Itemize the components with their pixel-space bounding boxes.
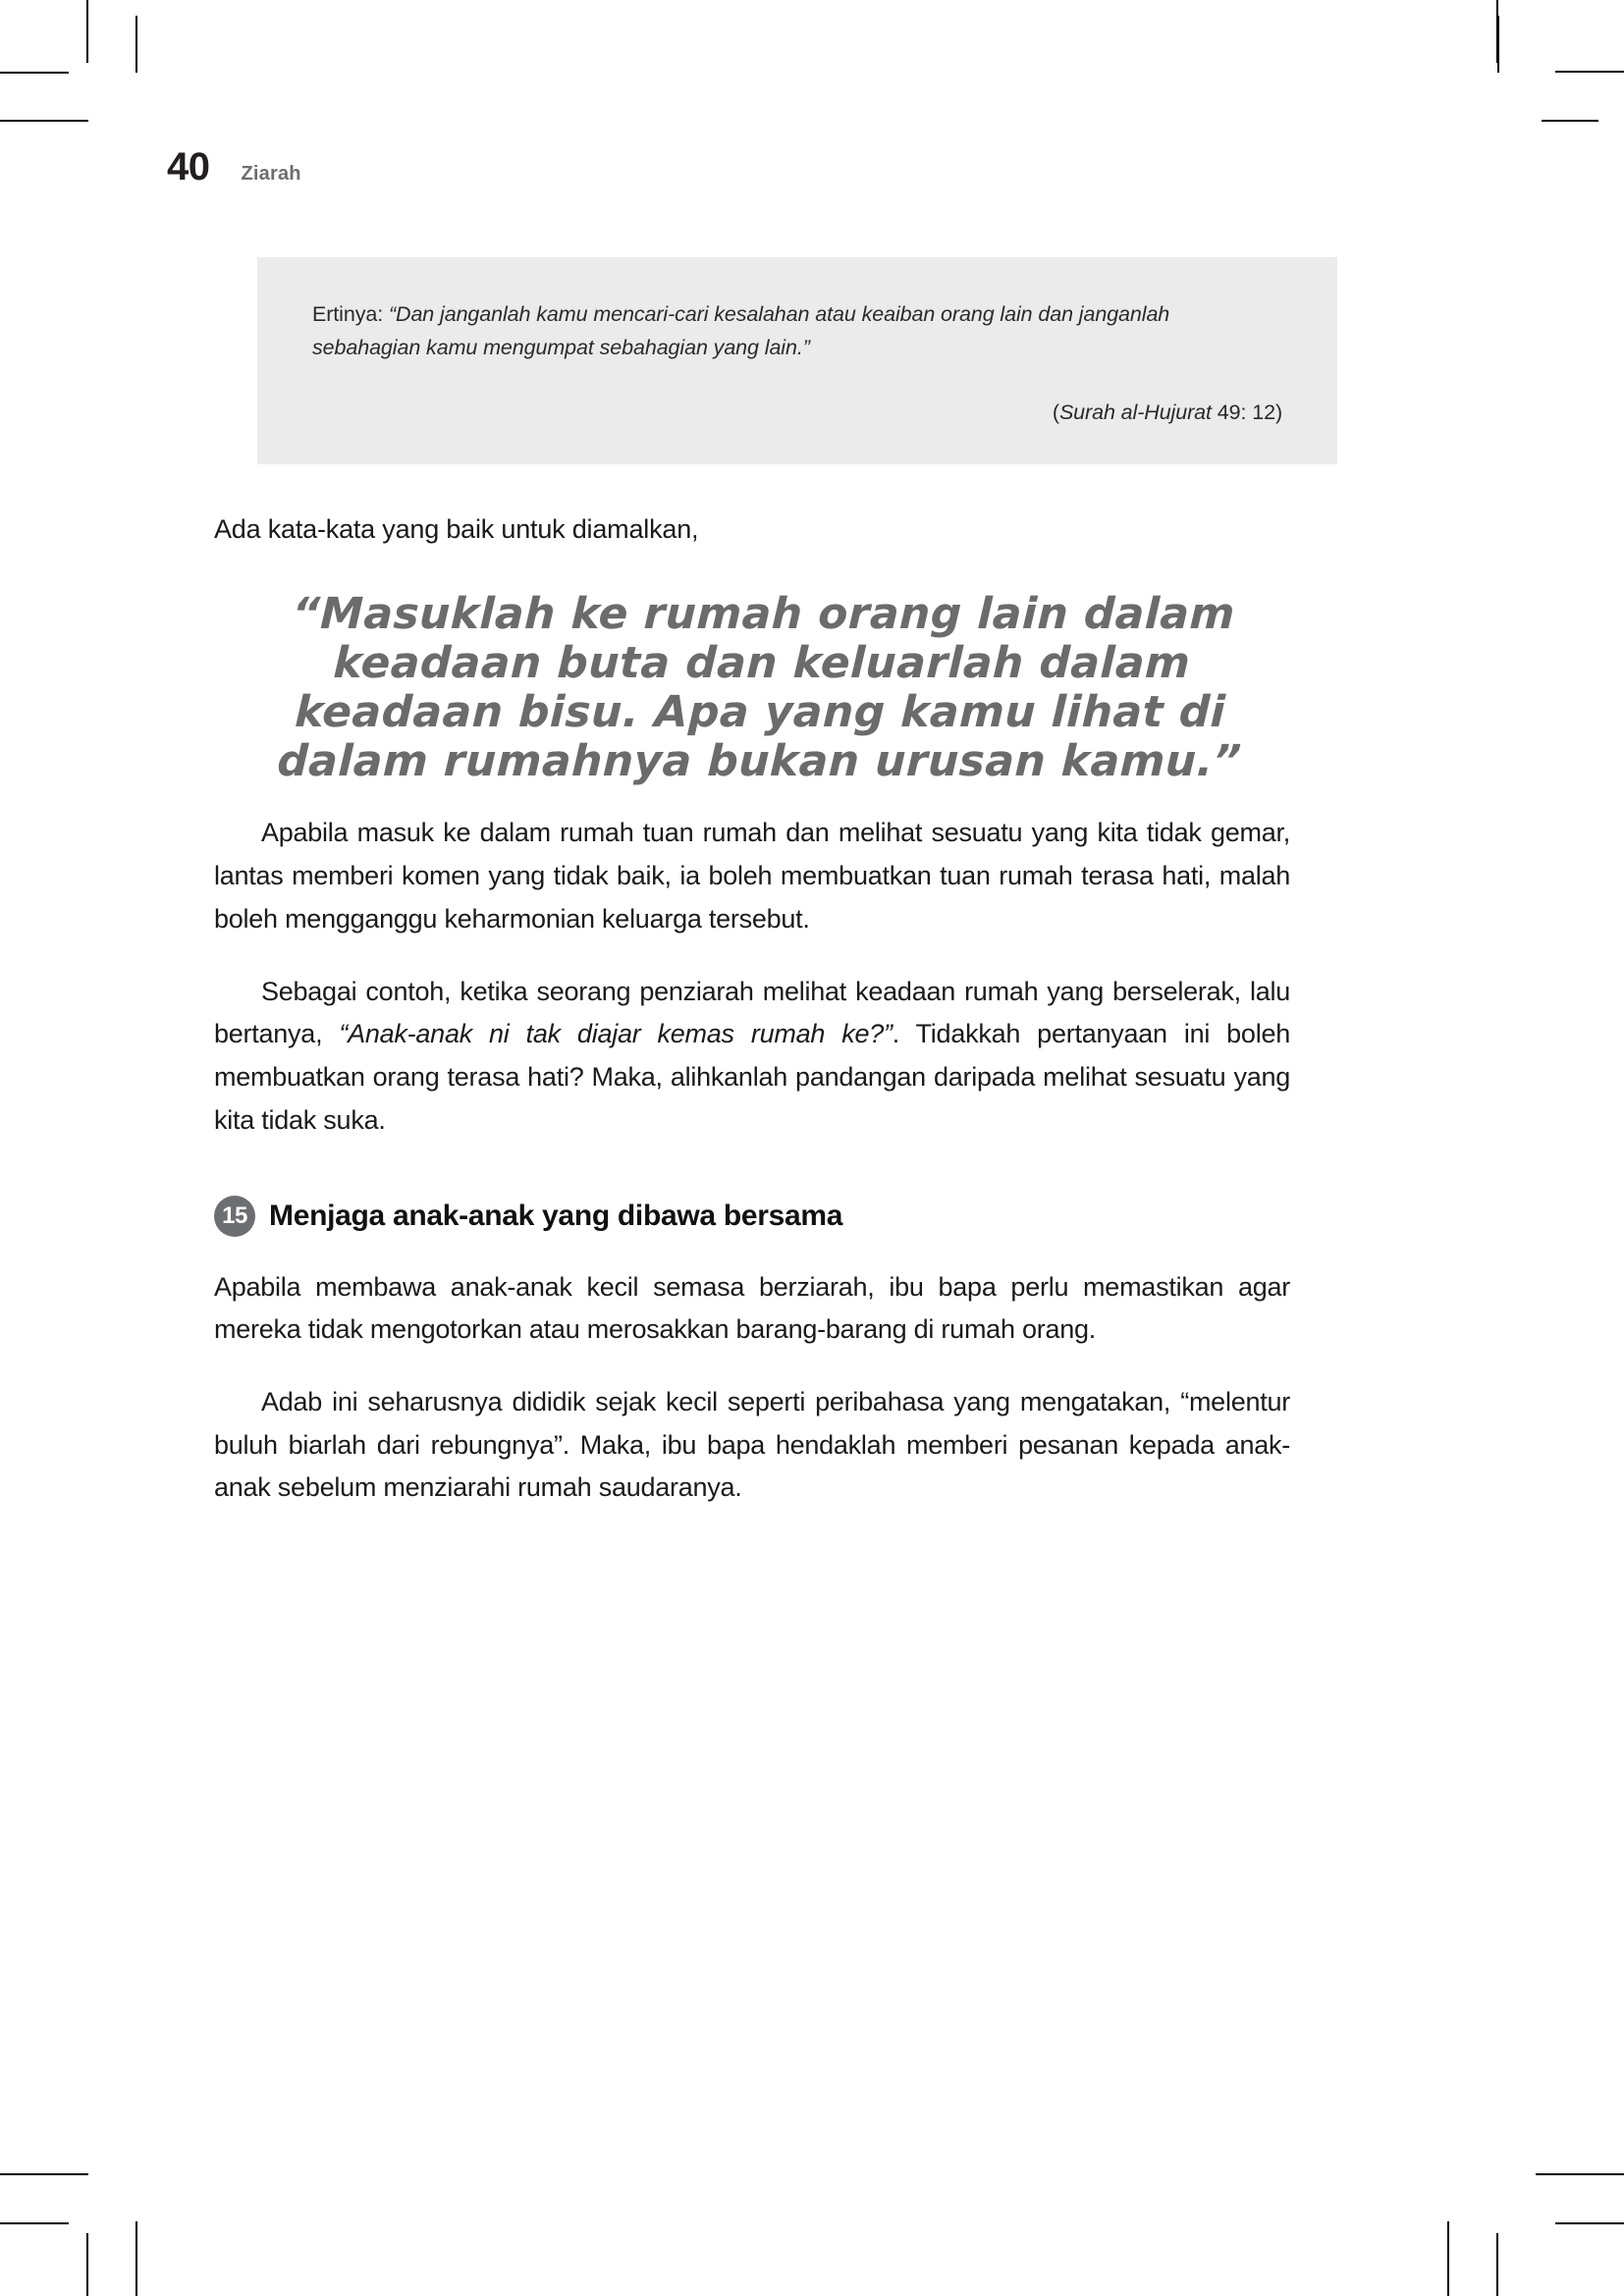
pull-quote-line: keadaan buta dan keluarlah dalam bbox=[332, 637, 1192, 688]
page-number: 40 bbox=[167, 145, 210, 188]
crop-mark-top-left-horizontal-1 bbox=[0, 72, 69, 74]
crop-mark-bottom-left-horizontal-1 bbox=[0, 2173, 88, 2175]
crop-mark-bottom-right-horizontal-1 bbox=[1536, 2173, 1624, 2175]
crop-mark-top-left-vertical-2 bbox=[135, 16, 137, 73]
running-head bbox=[167, 147, 1355, 187]
paragraph-italic-quote: “Anak-anak ni tak diajar kemas rumah ke?” bbox=[339, 1019, 893, 1049]
citation-open-paren: ( bbox=[1052, 400, 1059, 424]
crop-mark-top-right-vertical-2 bbox=[1497, 16, 1499, 73]
pull-quote-line: dalam rumahnya bukan urusan kamu.” bbox=[276, 736, 1243, 787]
ertinya-label: Ertinya: bbox=[312, 302, 384, 326]
pull-quote-line: “Masuklah ke rumah orang lain dalam bbox=[291, 588, 1236, 639]
crop-mark-bottom-right-vertical-2 bbox=[1447, 2221, 1449, 2296]
body-paragraph: Apabila membawa anak-anak kecil semasa berziarah, ibu bapa perlu memastikan agar mereka tidak mengotorkan atau merosakkan barang-barang di rumah orang. bbox=[214, 1271, 1290, 1345]
citation-verse-ref: 49: 12) bbox=[1211, 400, 1282, 424]
pull-quote-line: keadaan bisu. Apa yang kamu lihat di bbox=[294, 687, 1226, 738]
crop-mark-bottom-left-vertical-2 bbox=[135, 2221, 137, 2296]
citation-surah-name: Surah al-Hujurat bbox=[1058, 400, 1212, 424]
paragraph-text-segment: Sebagai contoh, ketika seorang penziarah melihat keadaan rumah yang berselerak, lalu bertanya, bbox=[214, 976, 1290, 1049]
translation-text-line bbox=[312, 298, 1282, 365]
body-paragraph: Adab ini seharusnya dididik sejak kecil seperti peribahasa yang mengatakan, “melentur buluh biarlah dari rebungnya”. Maka, ibu bapa hendaklah memberi pesanan kepada anak-anak sebelum menziarahi rumah saudaranya. bbox=[214, 1387, 1290, 1503]
book-title: Ziarah bbox=[241, 163, 301, 185]
quran-citation bbox=[312, 400, 1282, 425]
section-heading bbox=[214, 1196, 1355, 1237]
section-number-badge: 15 bbox=[214, 1196, 255, 1237]
crop-mark-top-right-horizontal-2 bbox=[1542, 120, 1598, 122]
paragraph-text-segment: . Tidakkah pertanyaan ini boleh membuatkan orang terasa hati? Maka, alihkanlah pandangan daripada melihat sesuatu yang kita tidak suka. bbox=[214, 1019, 1290, 1135]
crop-mark-top-right-horizontal-1 bbox=[1555, 71, 1624, 73]
handwritten-pull-quote bbox=[276, 590, 1245, 787]
crop-mark-top-left-vertical-1 bbox=[86, 0, 88, 63]
ertinya-translation: “Dan janganlah kamu mencari-cari kesalahan atau keaiban orang lain dan janganlah sebahagian kamu mengumpat sebahagian yang lain.” bbox=[312, 302, 1170, 359]
crop-mark-bottom-right-vertical-1 bbox=[1496, 2233, 1498, 2296]
section-heading-title: Menjaga anak-anak yang dibawa bersama bbox=[269, 1200, 843, 1233]
crop-mark-top-left-horizontal-2 bbox=[0, 120, 88, 122]
body-paragraph: Apabila masuk ke dalam rumah tuan rumah dan melihat sesuatu yang kita tidak gemar, lantas memberi komen yang tidak baik, ia boleh membuatkan tuan rumah terasa hati, malah boleh mengganggu keharmonian keluarga tersebut. bbox=[214, 818, 1290, 934]
body-paragraph bbox=[214, 971, 1290, 1143]
crop-mark-bottom-right-horizontal-2 bbox=[1555, 2222, 1624, 2224]
translation-quote-box bbox=[257, 257, 1337, 464]
page-content bbox=[167, 147, 1355, 1539]
crop-mark-bottom-left-vertical-1 bbox=[86, 2233, 88, 2296]
lead-in-sentence: Ada kata-kata yang baik untuk diamalkan, bbox=[214, 513, 699, 544]
crop-mark-bottom-left-horizontal-2 bbox=[0, 2222, 69, 2224]
